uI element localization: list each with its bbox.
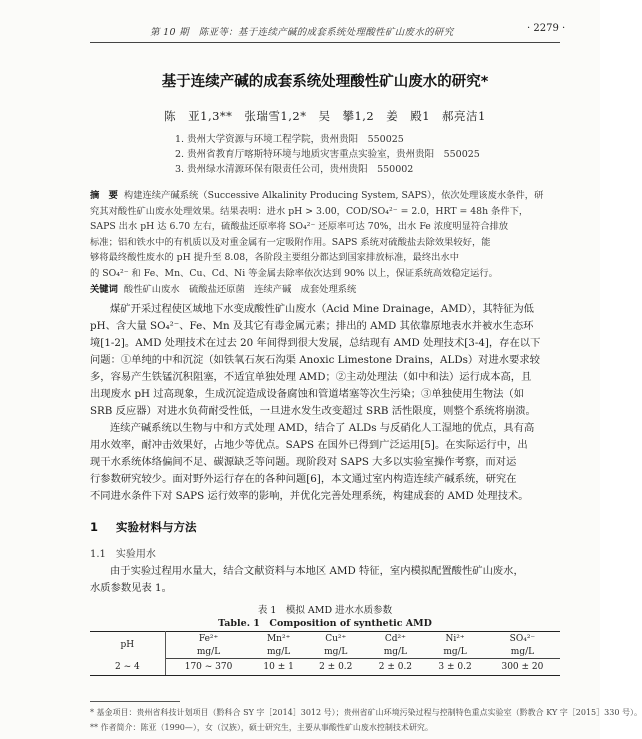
affiliation-2: 2. 贵州省教育厅喀斯特环境与地质灾害重点实验室，贵州贵阳 550025 [175,149,480,160]
body-line: pH、含大量 SO₄²⁻、Fe、Mn 及其它有毒金属元素；排出的 AMD 其依靠原地表水并被水生态环 [90,320,534,332]
body-line: 问题：①单纯的中和沉淀（如铁氧石灰石沟渠 Anoxic Limestone Drains，ALDs）对进水要求较 [90,354,540,366]
body-line: 水质参数见表 1。 [90,582,172,594]
table-unit: mg/L [165,645,251,659]
body-line: 多，容易产生铁锰沉积阻塞，不适宜单独处理 AMD；②主动处理法（如中和法）运行成本高，且 [90,371,532,383]
table-unit: mg/L [425,645,485,659]
header-rule [90,42,560,43]
body-line: 用水效率，耐冲击效果好，占地少等优点。SAPS 在国外已得到广泛运用[5]。在实际运行中，出 [90,439,528,451]
keywords-line [90,282,560,298]
table-header-cd: Cd²⁺ [366,632,426,646]
footnote-funding: * 基金项目：贵州省科技计划项目（黔科合 SY 字［2014］3012 号）；贵州省矿山环境污染过程与控制特色重点实验室（黔教合 KY 字［2015］330 号）。 [90,708,642,717]
affiliation-3: 3. 贵州绿水清源环保有限责任公司，贵州贵阳 550002 [175,164,414,175]
table-caption-en: Table. 1 Composition of synthetic AMD [218,618,432,629]
body-line: 现干水系统体络偏间不足、碳源缺乏等问题。现阶段对 SAPS 大多以实验室操作考察，而对运 [90,456,517,468]
table-header-ph: pH [90,632,165,659]
table-header-ni: Ni²⁺ [425,632,485,646]
table-cell: 10 ± 1 [251,659,306,676]
section-heading [90,519,197,535]
running-header-title: 第 10 期 陈亚等：基于连续产碱的成套系统处理酸性矿山废水的研究 [150,27,454,38]
table-cell: 2 ± 0.2 [306,659,366,676]
abstract-line: 摘 要 构建连续产碱系统（Successive Alkalinity Producing System, SAPS），依次处理该废水条件，研 [90,190,544,201]
subsection-heading: 1.1 实验用水 [90,549,156,560]
table-cell: 2 ± 0.2 [366,659,426,676]
author-list: 陈 亚1,3** 张瑞雪1,2* 吴 攀1,2 姜 殿1 郝亮洁1 [164,109,486,123]
body-line: 出现废水 pH 过高现象，生成沉淀造成设备腐蚀和管道堵塞等次生污染；③单独使用生物法（如 [90,388,524,400]
body-line: 不同进水条件下对 SAPS 运行效率的影响，并优化完善处理系统，构建成套的 AMD 处理技术。 [90,490,529,502]
abstract-line: 标准；铝和铁水中的有机质以及对重金属有一定吸附作用。SAPS 系统对硫酸盐去除效果较好，能 [90,236,491,248]
body-line: 境[1-2]。AMD 处理技术在过去 20 年间得到很大发展，总结现有 AMD 处理技术[3-4]，存在以下 [90,337,541,349]
keywords-label: 关键词 [90,283,118,295]
abstract-line: 究其对酸性矿山废水处理效果。结果表明：进水 pH > 3.00，COD/SO₄²⁻ = 2.0，HRT = 48h 条件下， [90,205,529,217]
table-header-cu: Cu²⁺ [306,632,366,646]
keywords: 酸性矿山废水 硫酸盐还原菌 连续产碱 成套处理系统 [123,283,357,295]
table-value-row [90,659,560,676]
paper-title: 基于连续产碱的成套系统处理酸性矿山废水的研究* [161,74,489,90]
footnote-author: ** 作者简介：陈亚（1990—），女（汉族），硕士研究生，主要从事酸性矿山废水控制技术研究。 [90,723,433,732]
table-header-row [90,632,560,646]
section-number: 1 [90,520,99,534]
abstract-label: 摘 要 [90,190,118,201]
table-unit: mg/L [251,645,306,659]
table-header-fe: Fe²⁺ [165,632,251,646]
table-cell: 2 ~ 4 [90,659,165,676]
table-cell: 3 ± 0.2 [425,659,485,676]
abstract-line: 的 SO₄²⁻ 和 Fe、Mn、Cu、Cd、Ni 等金属去除率依次达到 90% 以上，保证系统高效稳定运行。 [90,267,498,279]
body-paragraph-2 [90,420,560,505]
body-paragraph-1 [90,301,560,420]
section-title: 实验材料与方法 [116,520,197,534]
table-header-mn: Mn²⁺ [251,632,306,646]
table-unit: mg/L [485,645,560,659]
table-unit: mg/L [306,645,366,659]
table-caption-cn: 表 1 模拟 AMD 进水水质参数 [257,605,393,616]
table-cell: 300 ± 20 [485,659,560,676]
body-line: SRB 反应器）对进水负荷耐受性低，一旦进水发生改变超过 SRB 活性限度，则整个系统将崩溃。 [90,405,536,417]
composition-table [90,631,560,676]
subsection-text [90,563,560,597]
affiliation-1: 1. 贵州大学资源与环境工程学院，贵州贵阳 550025 [175,134,404,145]
body-line: 煤矿开采过程使区域地下水变成酸性矿山废水（Acid Mine Drainage，AMD），其特征为低 [110,303,534,315]
body-line: 连续产碱系统以生物与中和方式处理 AMD，结合了 ALDs 与反硝化人工湿地的优点，具有高 [110,422,535,434]
body-line: 由于实验过程用水量大，结合文献资料与本地区 AMD 特征，室内模拟配置酸性矿山废水， [110,565,524,577]
body-line: 行参数研究较少。面对野外运行存在的各种问题[6]，本文通过室内构造连续产碱系统，研究在 [90,473,517,485]
abstract-block [90,188,560,297]
table-header-so4: SO₄²⁻ [485,632,560,646]
page-number: · 2279 · [527,23,566,34]
abstract-line: SAPS 出水 pH 达 6.70 左右，硫酸盐还原率将 SO₄²⁻ 还原率可达 70%，出水 Fe 浓度明显符合排放 [90,221,509,233]
table-unit: mg/L [366,645,426,659]
table-cell: 170 ~ 370 [165,659,251,676]
abstract-line: 够将最终酸性废水的 pH 提升至 8.08，各阶段主要组分都达到国家排放标准，最终出水中 [90,252,460,264]
footnote-rule [90,701,180,702]
